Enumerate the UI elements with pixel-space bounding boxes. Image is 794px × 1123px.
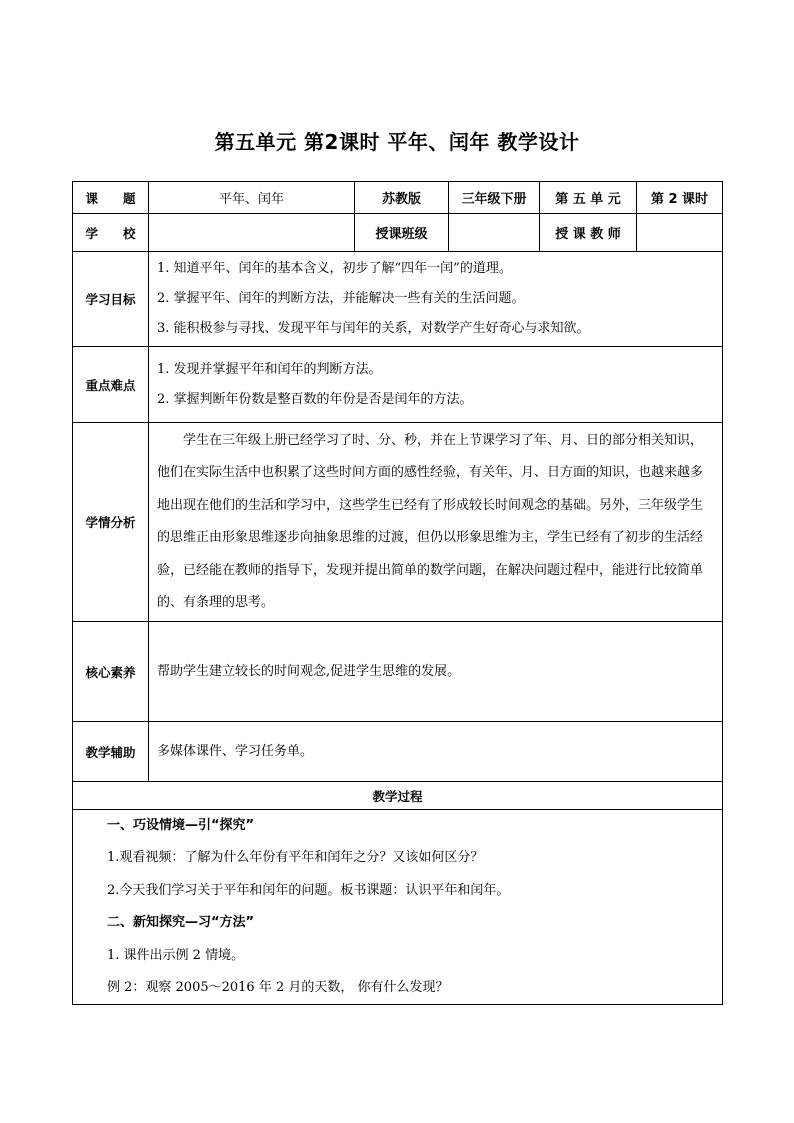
keypoint-item: 1. 发现并掌握平年和闰年的判断方法。	[157, 361, 382, 377]
keypoints-label: 重点难点	[73, 347, 149, 423]
analysis-text: 学生在三年级上册已经学习了时、分、秒，并在上节课学习了年、月、日的部分相关知识，他们在实际生活中也积累了这些时间方面的感性经验，有关年、月、日方面的知识，也越来越多地出现在他们的生活和学习中，这些学生已经有了形成较长时间观念的基础。另外，三年级学生的思维正由形象思维逐步向抽象思维的过渡，但仍以形象思维为主，学生已经有了初步的生活经验，已经能在教师的指导下，发现并提出简单的数学问题，在解决问题过程中，能进行比较简单的、有条理的思考。	[157, 432, 704, 610]
core-text: 帮助学生建立较长的时间观念,促进学生思维的发展。	[157, 663, 461, 679]
lesson-cell: 第 2 课时	[637, 182, 723, 214]
unit-cell: 第 五 单 元	[540, 182, 637, 214]
teacher-label: 授 课 教 师	[540, 214, 637, 252]
school-row	[73, 214, 723, 252]
objective-item: 2. 掌握平年、闰年的判断方法，并能解决一些有关的生活问题。	[157, 291, 525, 306]
core-row	[73, 622, 723, 722]
aids-content	[149, 722, 723, 782]
lesson-plan-table	[72, 181, 723, 1005]
process-line: 1.观看视频：了解为什么年份有平年和闰年之分？又该如何区分？	[107, 850, 484, 866]
process-heading: 教学过程	[73, 782, 723, 810]
process-content	[73, 810, 723, 1005]
objectives-label: 学习目标	[73, 252, 149, 347]
school-value	[149, 214, 355, 252]
aids-label: 教学辅助	[73, 722, 149, 782]
analysis-label: 学情分析	[73, 423, 149, 622]
keypoints-row	[73, 347, 723, 423]
aids-text: 多媒体课件、学习任务单。	[157, 743, 314, 759]
process-row	[73, 810, 723, 1005]
process-section-heading: 一、巧设情境—引“探究”	[107, 818, 255, 833]
process-line: 例 2：观察 2005～2016 年 2 月的天数， 你有什么发现？	[107, 980, 449, 996]
objective-item: 1. 知道平年、闰年的基本含义，初步了解“四年一闰”的道理。	[157, 261, 512, 276]
process-line: 1. 课件出示例 2 情境。	[107, 947, 245, 963]
topic-value: 平年、闰年	[149, 182, 355, 214]
class-label: 授课班级	[355, 214, 449, 252]
objective-item: 3. 能积极参与寻找、发现平年与闰年的关系，对数学产生好奇心与求知欲。	[157, 321, 590, 336]
teacher-value	[637, 214, 723, 252]
objectives-content	[149, 252, 723, 347]
keypoints-content	[149, 347, 723, 423]
aids-row	[73, 722, 723, 782]
core-content	[149, 622, 723, 722]
objectives-row	[73, 252, 723, 347]
process-line: 2.今天我们学习关于平年和闰年的问题。板书课题：认识平年和闰年。	[107, 882, 510, 898]
topic-label: 课 题	[73, 182, 149, 214]
school-label: 学 校	[73, 214, 149, 252]
topic-row	[73, 182, 723, 214]
core-label: 核心素养	[73, 622, 149, 722]
analysis-row	[73, 423, 723, 622]
analysis-content	[149, 423, 723, 622]
keypoint-item: 2. 掌握判断年份数是整百数的年份是否是闰年的方法。	[157, 391, 473, 407]
process-section-heading: 二、新知探究—习“方法”	[107, 915, 255, 931]
process-heading-row	[73, 782, 723, 810]
grade-cell: 三年级下册	[449, 182, 540, 214]
page-title: 第五单元 第2课时 平年、闰年 教学设计	[214, 130, 580, 154]
class-value	[449, 214, 540, 252]
edition-cell: 苏教版	[355, 182, 449, 214]
